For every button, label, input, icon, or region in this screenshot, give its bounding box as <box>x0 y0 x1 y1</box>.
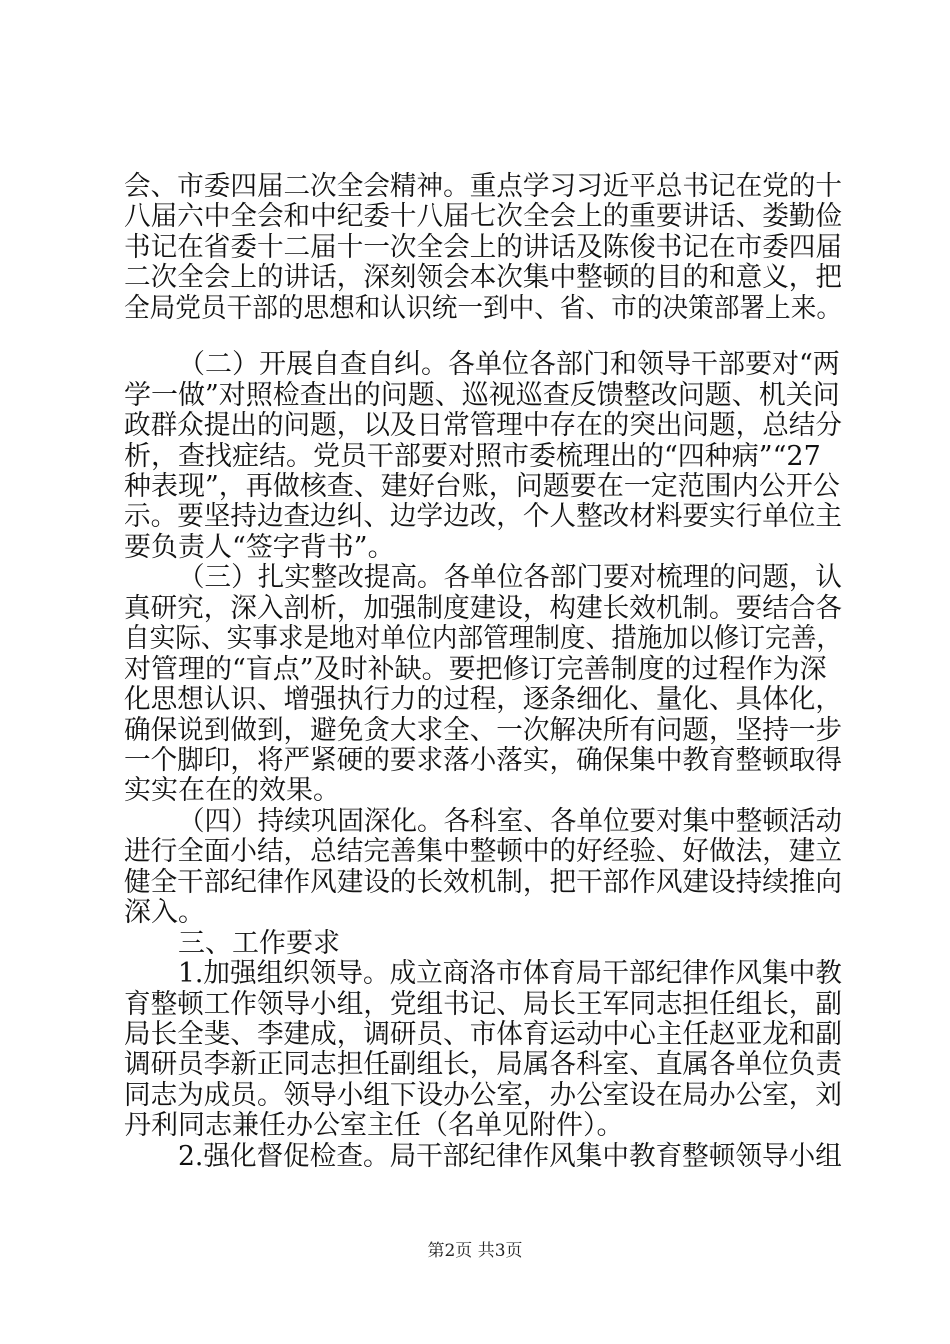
text-line: 书记在省委十二届十一次全会上的讲话及陈俊书记在市委四届 <box>124 232 842 263</box>
page-number-footer: 第2页 共3页 <box>427 1241 523 1261</box>
text-line: 调研员李新正同志担任副组长，局属各科室、直属各单位负责 <box>124 1049 842 1080</box>
text-line: 一个脚印，将严紧硬的要求落小落实，确保集中教育整顿取得 <box>124 745 842 776</box>
text-line: 实实在在的效果。 <box>124 775 340 806</box>
text-line: 深入。 <box>124 897 205 928</box>
text-line: 政群众提出的问题，以及日常管理中存在的突出问题，总结分 <box>124 410 842 441</box>
text-line: 八届六中全会和中纪委十八届七次全会上的重要讲话、娄勤俭 <box>124 201 842 232</box>
section-heading: 三、工作要求 <box>178 928 340 959</box>
text-line: 二次全会上的讲话，深刻领会本次集中整顿的目的和意义，把 <box>124 262 842 293</box>
text-line: 进行全面小结，总结完善集中整顿中的好经验、好做法，建立 <box>124 836 842 867</box>
text-line: 全局党员干部的思想和认识统一到中、省、市的决策部署上来。 <box>124 293 842 324</box>
text-line: 会、市委四届二次全会精神。重点学习习近平总书记在党的十 <box>124 171 842 202</box>
paragraph-heading-line: （二）开展自查自纠。各单位各部门和领导干部要对“两 <box>178 349 840 380</box>
text-line: 示。要坚持边查边纠、边学边改，个人整改材料要实行单位主 <box>124 501 842 532</box>
text-line: 真研究，深入剖析，加强制度建设，构建长效机制。要结合各 <box>124 593 842 624</box>
text-line: 局长全斐、李建成，调研员、市体育运动中心主任赵亚龙和副 <box>124 1019 842 1050</box>
text-line: 丹利同志兼任办公室主任（名单见附件）。 <box>124 1110 624 1141</box>
text-line: 同志为成员。领导小组下设办公室，办公室设在局办公室，刘 <box>124 1080 842 1111</box>
text-line: 育整顿工作领导小组，党组书记、局长王军同志担任组长，副 <box>124 989 842 1020</box>
paragraph-heading-line: 1.加强组织领导。成立商洛市体育局干部纪律作风集中教 <box>178 958 842 989</box>
text-line: 种表现”，再做核查、建好台账，问题要在一定范围内公开公 <box>124 471 840 502</box>
text-line: 确保说到做到，避免贪大求全、一次解决所有问题，坚持一步 <box>124 715 842 746</box>
text-line: 析，查找症结。党员干部要对照市委梳理出的“四种病”“27 <box>124 441 821 472</box>
text-line: 学一做”对照检查出的问题、巡视巡查反馈整改问题、机关问 <box>124 380 840 411</box>
paragraph-heading-line: （三）扎实整改提高。各单位各部门要对梳理的问题，认 <box>178 562 842 593</box>
text-line: 自实际、实事求是地对单位内部管理制度、措施加以修订完善， <box>124 623 842 654</box>
text-line: 健全干部纪律作风建设的长效机制，把干部作风建设持续推向 <box>124 867 842 898</box>
text-line: 要负责人“签字背书”。 <box>124 532 395 563</box>
text-line: 化思想认识、增强执行力的过程，逐条细化、量化、具体化， <box>124 684 842 715</box>
text-line: 对管理的“盲点”及时补缺。要把修订完善制度的过程作为深 <box>124 654 827 685</box>
paragraph-heading-line: （四）持续巩固深化。各科室、各单位要对集中整顿活动 <box>178 806 842 837</box>
paragraph-heading-line: 2.强化督促检查。局干部纪律作风集中教育整顿领导小组 <box>178 1141 842 1172</box>
